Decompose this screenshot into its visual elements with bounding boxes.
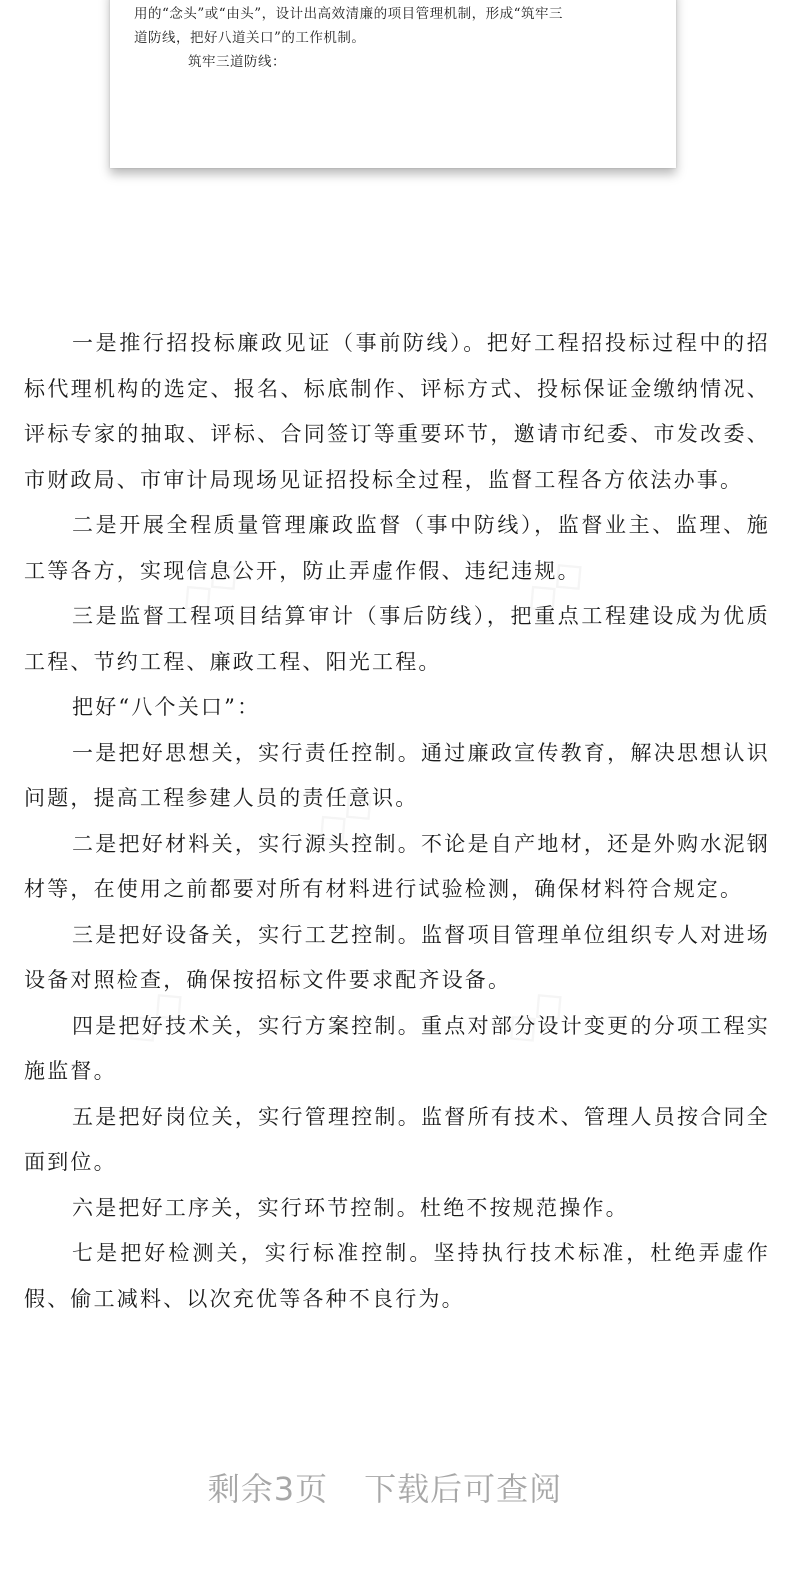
paragraph: 三是把好设备关，实行工艺控制。监督项目管理单位组织专人对进场设备对照检查，确保按招标文件要求配齐设备。 <box>24 922 770 992</box>
paragraph: 六是把好工序关，实行环节控制。杜绝不按规范操作。 <box>72 1195 629 1220</box>
paragraph: 七是把好检测关，实行标准控制。坚持执行技术标准，杜绝弄虚作假、偷工减料、以次充优等各种不良行为。 <box>24 1241 770 1311</box>
paragraph: 四是把好技术关，实行方案控制。重点对部分设计变更的分项工程实施监督。 <box>24 1013 770 1083</box>
paragraph: 三是监督工程项目结算审计（事后防线），把重点工程建设成为优质工程、节约工程、廉政工程、阳光工程。 <box>24 604 770 674</box>
preview-line: 筑牢三道防线： <box>188 54 286 70</box>
paragraph: 二是把好材料关，实行源头控制。不论是自产地材，还是外购水泥钢材等，在使用之前都要对所有材料进行试验检测，确保材料符合规定。 <box>24 831 770 901</box>
document-preview-card <box>110 0 676 168</box>
paragraph: 五是把好岗位关，实行管理控制。监督所有技术、管理人员按合同全面到位。 <box>24 1104 770 1174</box>
watermark-logo: ◇◇ <box>511 544 597 627</box>
preview-line: 道防线，把好八道关口”的工作机制。 <box>134 30 366 46</box>
paragraph: 把好“八个关口”： <box>72 695 261 719</box>
paragraph: 一是推行招投标廉政见证（事前防线）。把好工程招投标过程中的招标代理机构的选定、报名、标底制作、评标方式、投标保证金缴纳情况、评标专家的抽取、评标、合同签订等重要环节，邀请市纪委、市发改委、市财政局、市审计局现场见证招投标全过程，监督工程各方依法办事。 <box>24 331 770 492</box>
watermark-logo: ◇◇ <box>111 974 197 1057</box>
download-to-view-label: 下载后可查阅 <box>364 1470 563 1508</box>
preview-line: 用的“念头”或“由头”，设计出高效清廉的项目管理机制，形成“筑牢三 <box>134 6 564 22</box>
paragraph: 一是把好思想关，实行责任控制。通过廉政宣传教育，解决思想认识问题，提高工程参建人员的责任意识。 <box>24 740 770 810</box>
paragraph: 二是开展全程质量管理廉政监督（事中防线），监督业主、监理、施工等各方，实现信息公开，防止弄虚作假、违纪违规。 <box>24 513 770 583</box>
remaining-pages-notice[interactable] <box>0 1464 770 1510</box>
remaining-pages-label: 剩余3页 <box>207 1470 329 1508</box>
document-body <box>24 321 770 1322</box>
watermark-logo: ◇◇ <box>491 974 577 1057</box>
preview-text <box>134 2 654 74</box>
watermark-logo: ◇◇ <box>166 544 252 627</box>
watermark-logo: ◇◇ <box>301 774 387 857</box>
